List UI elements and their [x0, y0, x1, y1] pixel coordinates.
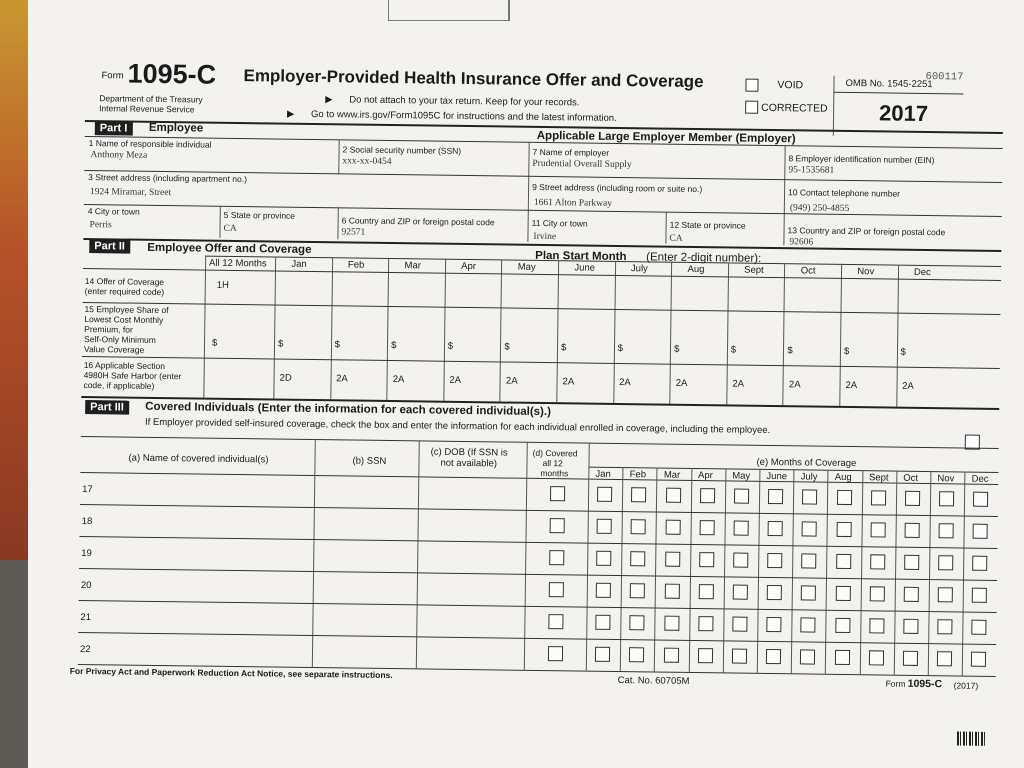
month-header-2: Mar	[404, 260, 422, 272]
covered-month-checkbox[interactable]	[733, 521, 748, 536]
covered-month-checkbox[interactable]	[700, 488, 715, 503]
col-divider	[723, 468, 727, 672]
field-2-label: 2 Social security number (SSN)	[342, 144, 462, 156]
month-header-4: May	[517, 261, 536, 273]
col-divider	[312, 439, 316, 667]
col-divider	[783, 145, 785, 245]
row-rule	[79, 600, 997, 613]
covered-month-checkbox[interactable]	[768, 521, 783, 536]
col-divider	[859, 470, 863, 674]
col-divider	[524, 442, 528, 670]
footer-form-year: (2017)	[953, 680, 979, 691]
covered-month-checkbox[interactable]	[904, 555, 919, 570]
part3-badge: Part III	[85, 400, 129, 415]
form-body	[69, 40, 1004, 752]
covered-month-checkbox[interactable]	[665, 552, 680, 567]
coverage-month-header-0: Jan	[595, 468, 611, 480]
footer-form-word: Form	[885, 678, 906, 689]
covered-month-checkbox[interactable]	[698, 648, 713, 663]
covered-month-checkbox[interactable]	[733, 553, 748, 568]
row-rule	[79, 568, 997, 581]
line-16-value-11[interactable]: 2A	[902, 380, 914, 392]
col-d-header-1: (d) Covered	[532, 447, 578, 459]
field-2-value[interactable]: xxx-xx-0454	[342, 156, 392, 168]
line-15-all12-value[interactable]: $	[211, 337, 218, 349]
covered-all12-checkbox[interactable]	[549, 582, 564, 597]
form-number: 1095-C	[127, 58, 217, 90]
covered-month-checkbox[interactable]	[595, 615, 610, 630]
covered-month-checkbox[interactable]	[905, 491, 920, 506]
col-divider	[928, 471, 932, 675]
coverage-month-header-1: Feb	[629, 469, 647, 481]
field-12-value[interactable]: CA	[669, 233, 683, 244]
col-divider	[839, 264, 842, 406]
col-divider	[219, 206, 220, 238]
col-divider	[330, 257, 333, 399]
covered-month-checkbox[interactable]	[800, 649, 815, 664]
footer-form-number: 1095-C	[907, 677, 943, 691]
field-11-value[interactable]: Irvine	[533, 231, 557, 243]
covered-month-checkbox[interactable]	[971, 652, 986, 667]
col-divider	[825, 470, 829, 674]
col-divider	[688, 468, 692, 672]
covered-month-checkbox[interactable]	[732, 649, 747, 664]
month-header-1: Feb	[347, 259, 365, 271]
covered-month-checkbox[interactable]	[664, 616, 679, 631]
covered-month-checkbox[interactable]	[801, 585, 816, 600]
dept-line-2: Internal Revenue Service	[99, 103, 195, 115]
coverage-month-header-3: Apr	[697, 470, 713, 482]
line-16-value-8[interactable]: 2A	[732, 378, 745, 390]
covered-row-number-1: 18	[81, 515, 93, 528]
col-divider	[654, 468, 658, 672]
covered-month-checkbox[interactable]	[904, 523, 919, 538]
col-e-header: (e) Months of Coverage	[756, 456, 857, 470]
line-16-value-4[interactable]: 2A	[505, 375, 518, 387]
field-8-label: 8 Employer identification number (EIN)	[788, 153, 935, 166]
month-header-11: Dec	[913, 266, 931, 279]
covered-month-checkbox[interactable]	[595, 647, 610, 662]
covered-month-checkbox[interactable]	[630, 551, 645, 566]
line-16-value-2[interactable]: 2A	[392, 374, 405, 386]
catalog-number: Cat. No. 60705M	[617, 675, 690, 687]
col-divider	[203, 256, 206, 398]
field-3-value[interactable]: 1924 Miramar, Street	[89, 187, 172, 199]
barcode-icon	[957, 731, 985, 745]
line-14-label-1: 14 Offer of Coverage	[84, 276, 165, 288]
covered-month-checkbox[interactable]	[834, 650, 849, 665]
field-5-label: 5 State or province	[223, 209, 296, 221]
covered-month-checkbox[interactable]	[871, 490, 886, 505]
covered-row-number-2: 19	[81, 547, 92, 560]
line-15-value-4[interactable]: $	[504, 341, 510, 353]
covered-all12-checkbox[interactable]	[549, 550, 564, 565]
instruction-line-2: Go to www.irs.gov/Form1095C for instructions and the latest information.	[310, 108, 617, 124]
covered-month-checkbox[interactable]	[665, 520, 680, 535]
col-divider	[500, 259, 503, 401]
line-16-value-7[interactable]: 2A	[675, 377, 688, 389]
covered-month-checkbox[interactable]	[938, 587, 953, 602]
part1-title: Employee	[148, 121, 204, 135]
col-c-header-2: not available)	[440, 457, 498, 470]
omb-divider	[833, 76, 835, 136]
plan-start-note: (Enter 2-digit number):	[646, 251, 762, 265]
form-title: Employer-Provided Health Insurance Offer and Coverage	[243, 66, 704, 92]
top-strip-divider	[508, 0, 510, 21]
line-16-value-3[interactable]: 2A	[449, 374, 462, 386]
col-divider	[337, 207, 338, 239]
month-header-9: Oct	[800, 265, 816, 277]
part3-title: Covered Individuals (Enter the information for each covered individual(s).)	[145, 400, 552, 419]
covered-month-checkbox[interactable]	[596, 583, 611, 598]
line-15-value-7[interactable]: $	[674, 343, 680, 355]
part2-title: Employee Offer and Coverage	[147, 241, 312, 256]
employer-section-title: Applicable Large Employer Member (Employer)	[536, 129, 796, 146]
omb-rule	[833, 92, 963, 95]
col-divider	[783, 263, 786, 405]
line-15-label-4: Self-Only Minimum	[84, 334, 156, 345]
covered-month-checkbox[interactable]	[766, 617, 781, 632]
line-15-value-2[interactable]: $	[391, 340, 397, 352]
month-header-8: Sept	[744, 264, 764, 276]
sequence-number: 600117	[925, 70, 964, 84]
field-11-label: 11 City or town	[531, 217, 588, 229]
covered-month-checkbox[interactable]	[937, 651, 952, 666]
covered-month-checkbox[interactable]	[835, 618, 850, 633]
col-c-header-1: (c) DOB (If SSN is	[430, 446, 508, 459]
covered-month-checkbox[interactable]	[835, 586, 850, 601]
field-10-label: 10 Contact telephone number	[788, 187, 901, 199]
corrected-checkbox[interactable]	[745, 101, 758, 114]
field-1-label: 1 Name of responsible individual	[88, 138, 212, 150]
row-rule	[82, 356, 1000, 372]
covered-month-checkbox[interactable]	[939, 523, 954, 538]
line-16-value-10[interactable]: 2A	[845, 379, 858, 392]
field-4-value[interactable]: Perris	[89, 220, 112, 231]
covered-month-checkbox[interactable]	[629, 647, 644, 662]
covered-month-checkbox[interactable]	[973, 492, 988, 507]
covered-month-checkbox[interactable]	[767, 553, 782, 568]
coverage-month-header-4: May	[732, 470, 751, 482]
field-8-value[interactable]: 95-1535681	[788, 165, 835, 176]
covered-month-checkbox[interactable]	[836, 522, 851, 537]
line-15-value-1[interactable]: $	[334, 339, 340, 351]
field-9-label: 9 Street address (including room or suite no.)	[532, 181, 703, 195]
field-7-value[interactable]: Prudential Overall Supply	[532, 158, 632, 171]
field-6-value[interactable]: 92571	[341, 227, 366, 238]
field-7-label: 7 Name of employer	[532, 146, 610, 158]
col-divider	[896, 265, 899, 407]
col-d-header-3: months	[540, 467, 569, 479]
col-divider	[894, 471, 898, 675]
arrow-icon: ▶	[325, 94, 333, 106]
coverage-month-header-2: Mar	[663, 469, 681, 481]
covered-month-checkbox[interactable]	[664, 584, 679, 599]
line-15-value-9[interactable]: $	[787, 345, 793, 357]
instruction-line-1: Do not attach to your tax return. Keep for your records.	[349, 94, 580, 109]
covered-month-checkbox[interactable]	[938, 555, 953, 570]
col-d-header-2: all 12	[542, 458, 563, 469]
col-divider	[613, 261, 616, 403]
col-divider	[620, 467, 624, 671]
col-divider	[962, 472, 966, 676]
row-rule	[83, 302, 1001, 315]
covered-month-checkbox[interactable]	[870, 554, 885, 569]
covered-all12-checkbox[interactable]	[548, 646, 563, 661]
corrected-label: CORRECTED	[761, 101, 828, 115]
coverage-month-header-7: Aug	[834, 471, 852, 484]
covered-all12-checkbox[interactable]	[550, 486, 565, 501]
line-15-label-5: Value Coverage	[83, 344, 145, 355]
col-divider	[586, 443, 590, 671]
month-header-3: Apr	[461, 260, 477, 273]
covered-month-checkbox[interactable]	[869, 618, 884, 633]
covered-month-checkbox[interactable]	[972, 556, 987, 571]
coverage-month-header-8: Sept	[868, 472, 889, 484]
covered-all12-checkbox[interactable]	[550, 518, 565, 533]
covered-month-checkbox[interactable]	[972, 588, 987, 603]
covered-month-checkbox[interactable]	[663, 648, 678, 663]
covered-month-checkbox[interactable]	[972, 620, 987, 635]
covered-all12-checkbox[interactable]	[548, 614, 563, 629]
line-16-value-1[interactable]: 2A	[336, 373, 348, 385]
col-divider	[387, 258, 390, 400]
col-divider	[443, 259, 446, 401]
tax-year: 2017	[878, 100, 929, 127]
field-9-value[interactable]: 1661 Alton Parkway	[533, 197, 613, 209]
line-15-value-0[interactable]: $	[277, 338, 284, 350]
col-divider	[527, 142, 529, 242]
covered-row-number-0: 17	[82, 483, 93, 496]
part1-badge: Part I	[95, 121, 133, 135]
covered-month-checkbox[interactable]	[699, 552, 714, 567]
all-12-months-header: All 12 Months	[209, 257, 267, 270]
line-15-label-1: 15 Employee Share of	[84, 304, 169, 316]
line-15-value-8[interactable]: $	[730, 344, 737, 356]
field-13-value[interactable]: 92606	[789, 237, 814, 248]
coverage-month-header-11: Dec	[971, 473, 989, 485]
covered-month-checkbox[interactable]	[630, 615, 645, 630]
covered-month-checkbox[interactable]	[734, 489, 749, 504]
covered-month-checkbox[interactable]	[767, 585, 782, 600]
omb-number: OMB No. 1545-2251	[845, 77, 933, 91]
row-rule	[80, 504, 998, 517]
covered-month-checkbox[interactable]	[903, 651, 918, 666]
col-divider	[669, 262, 672, 404]
covered-month-checkbox[interactable]	[937, 619, 952, 634]
line-15-value-11[interactable]: $	[900, 346, 906, 358]
line-14-label-2: (enter required code)	[84, 286, 165, 298]
covered-month-checkbox[interactable]	[733, 585, 748, 600]
line-16-label-1: 16 Applicable Section	[83, 359, 166, 372]
col-divider	[791, 469, 795, 673]
covered-month-checkbox[interactable]	[596, 551, 611, 566]
covered-month-checkbox[interactable]	[631, 519, 646, 534]
line-16-label-2: 4980H Safe Harbor (enter	[83, 369, 182, 382]
line-14-all12-value[interactable]: 1H	[216, 279, 230, 291]
covered-month-checkbox[interactable]	[973, 524, 988, 539]
covered-month-checkbox[interactable]	[766, 649, 781, 664]
line-16-value-0[interactable]: 2D	[279, 372, 292, 384]
covered-month-checkbox[interactable]	[801, 553, 816, 568]
covered-month-checkbox[interactable]	[904, 587, 919, 602]
col-divider	[338, 139, 339, 173]
void-checkbox[interactable]	[745, 79, 758, 92]
covered-month-checkbox[interactable]	[903, 619, 918, 634]
month-header-0: Jan	[291, 258, 307, 270]
form-word: Form	[101, 70, 124, 82]
coverage-month-header-6: July	[800, 471, 818, 483]
top-torn-strip	[28, 0, 1024, 20]
covered-month-checkbox[interactable]	[836, 490, 851, 505]
dept-line-1: Department of the Treasury	[99, 93, 203, 105]
covered-month-checkbox[interactable]	[732, 617, 747, 632]
covered-month-checkbox[interactable]	[869, 586, 884, 601]
col-divider	[273, 256, 276, 398]
covered-month-checkbox[interactable]	[802, 489, 817, 504]
field-10-value[interactable]: (949) 250-4855	[789, 203, 850, 215]
col-divider	[665, 212, 666, 244]
line-15-value-5[interactable]: $	[560, 342, 567, 354]
top-strip-box	[388, 0, 510, 21]
line-15-label-3: Premium, for	[84, 324, 133, 335]
month-header-6: July	[630, 263, 648, 275]
row-rule	[78, 632, 996, 645]
col-divider	[757, 469, 761, 673]
col-divider	[416, 440, 420, 668]
month-header-5: June	[574, 262, 596, 274]
covered-month-checkbox[interactable]	[698, 616, 713, 631]
covered-month-checkbox[interactable]	[870, 522, 885, 537]
covered-month-checkbox[interactable]	[597, 519, 612, 534]
covered-month-checkbox[interactable]	[768, 489, 783, 504]
void-label: VOID	[777, 79, 804, 92]
field-12-label: 12 State or province	[669, 219, 746, 231]
field-6-label: 6 Country and ZIP or foreign postal code	[341, 215, 495, 228]
part3-instructions: If Employer provided self-insured coverage, check the box and enter the information for each individual enrolled in coverage, including the employee.	[144, 416, 771, 436]
covered-month-checkbox[interactable]	[630, 583, 645, 598]
covered-row-number-3: 20	[80, 579, 92, 592]
covered-month-checkbox[interactable]	[597, 487, 612, 502]
field-3-label: 3 Street address (including apartment no.)	[88, 172, 248, 185]
covered-month-checkbox[interactable]	[869, 650, 884, 665]
line-15-value-6[interactable]: $	[617, 342, 623, 355]
line-16-value-9[interactable]: 2A	[788, 379, 801, 391]
col-a-header: (a) Name of covered individual(s)	[128, 452, 269, 466]
col-divider	[726, 262, 729, 404]
line-15-value-10[interactable]: $	[843, 345, 850, 358]
plan-start-label: Plan Start Month	[535, 249, 627, 264]
field-5-value[interactable]: CA	[223, 223, 237, 234]
line-15-value-3[interactable]: $	[447, 340, 454, 352]
covered-month-checkbox[interactable]	[802, 521, 817, 536]
covered-month-checkbox[interactable]	[939, 491, 954, 506]
line-16-value-6[interactable]: 2A	[619, 377, 631, 389]
covered-row-number-4: 21	[80, 611, 92, 624]
covered-month-checkbox[interactable]	[698, 584, 713, 599]
col-b-header: (b) SSN	[352, 455, 387, 467]
row-rule	[80, 469, 998, 485]
covered-month-checkbox[interactable]	[699, 520, 714, 535]
arrow-icon: ▶	[286, 108, 295, 120]
line-16-label-3: code, if applicable)	[83, 379, 155, 391]
covered-month-checkbox[interactable]	[665, 488, 680, 503]
privacy-notice: For Privacy Act and Paperwork Reduction Act Notice, see separate instructions.	[69, 665, 393, 681]
field-13-label: 13 Country and ZIP or foreign postal code	[787, 225, 946, 238]
month-header-10: Nov	[857, 266, 875, 278]
col-divider	[556, 260, 559, 402]
row-rule	[79, 536, 997, 549]
form-sheet	[28, 0, 1024, 768]
line-16-value-5[interactable]: 2A	[562, 376, 575, 388]
coverage-month-header-9: Oct	[903, 472, 919, 484]
field-1-value[interactable]: Anthony Meza	[90, 150, 148, 161]
line-15-label-2: Lowest Cost Monthly	[84, 314, 164, 326]
coverage-month-header-10: Nov	[937, 473, 955, 485]
month-header-7: Aug	[687, 263, 705, 276]
covered-month-checkbox[interactable]	[631, 487, 646, 502]
part2-badge: Part II	[89, 239, 130, 254]
covered-month-checkbox[interactable]	[836, 554, 851, 569]
covered-month-checkbox[interactable]	[801, 617, 816, 632]
coverage-month-header-5: June	[766, 470, 788, 483]
field-4-label: 4 City or town	[87, 206, 140, 217]
covered-row-number-5: 22	[79, 643, 91, 656]
